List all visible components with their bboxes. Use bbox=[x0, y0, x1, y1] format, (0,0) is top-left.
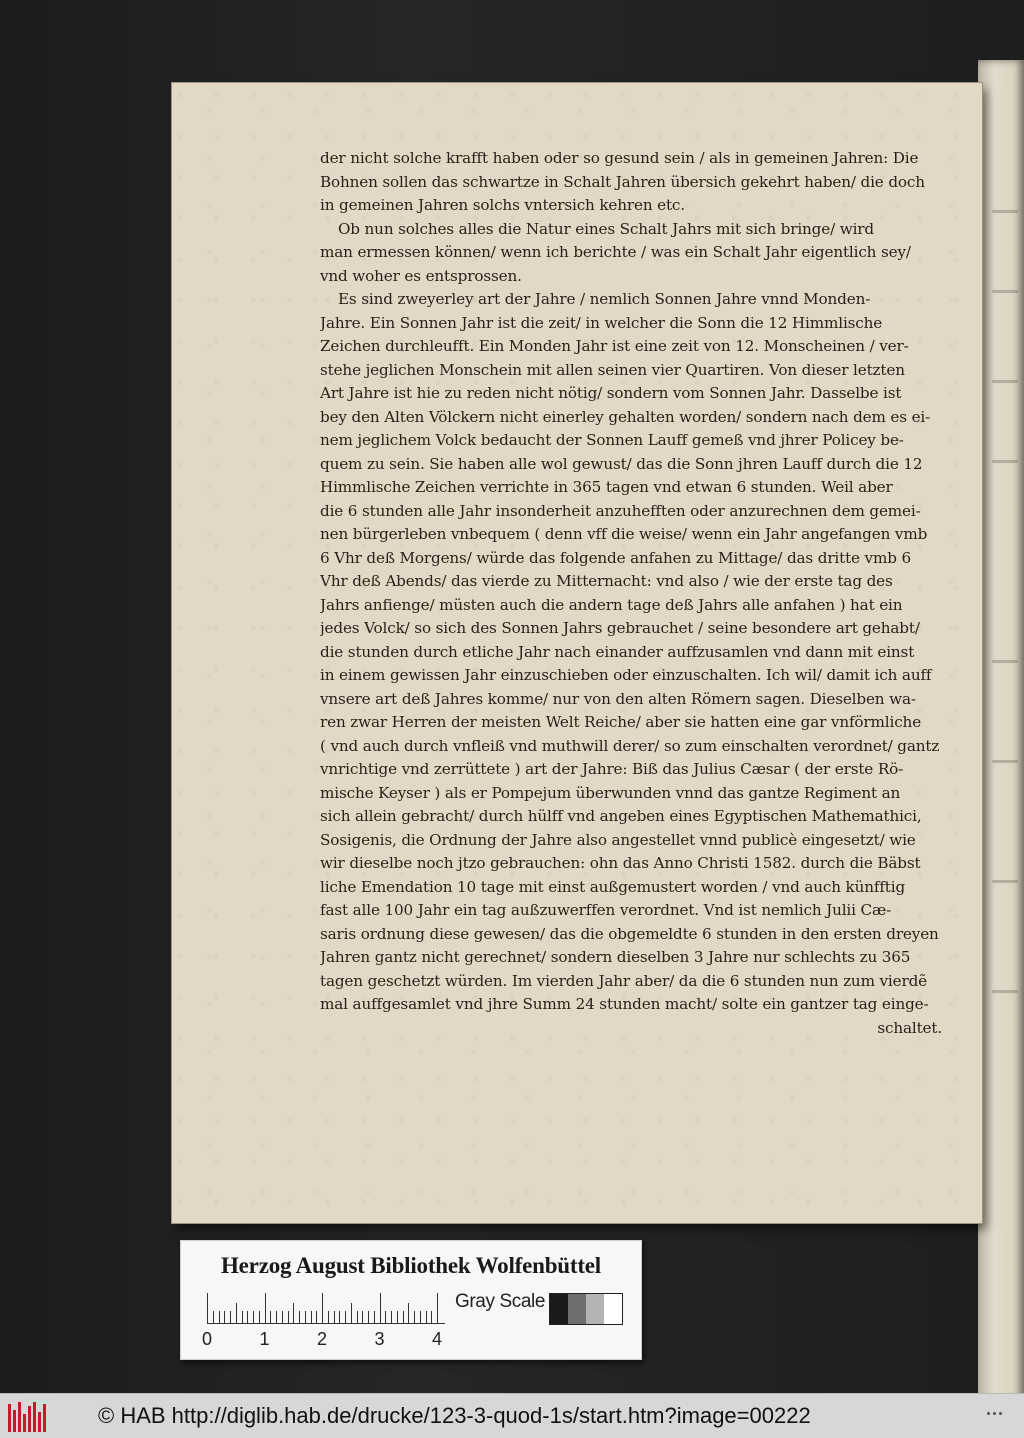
text-line: Ob nun solches alles die Natur eines Schalt Jahrs mit sich bringe/ wird bbox=[338, 219, 874, 238]
text-line: vnsere art deß Jahres komme/ nur von den alten Römern sagen. Dieselben wa- bbox=[320, 689, 916, 708]
text-line: wir dieselbe noch jtzo gebrauchen: ohn das Anno Christi 1582. durch die Bäbst bbox=[320, 854, 921, 872]
text-line: Bohnen sollen das schwartze in Schalt Jahren übersich gekehrt haben/ die doch bbox=[320, 172, 925, 191]
gray-swatch bbox=[586, 1294, 604, 1324]
text-line: man ermessen können/ wenn ich berichte / was ein Schalt Jahr eigentlich sey/ bbox=[320, 243, 911, 261]
text-line: ( vnd auch durch vnfleiß vnd muthwill derer/ so zum einschalten verordnet/ gantz bbox=[320, 736, 940, 755]
text-line: jedes Volck/ so sich des Sonnen Jahrs gebrauchet / seine besondere art gehabt/ bbox=[320, 619, 920, 637]
text-line: fast alle 100 Jahr ein tag außzuwerffen verordnet. Vnd ist nemlich Julii Cæ- bbox=[320, 901, 892, 919]
ruler-scale bbox=[207, 1291, 445, 1325]
text-line: ren zwar Herren der meisten Welt Reiche/ aber sie hatten eine gar vnförmliche bbox=[320, 713, 922, 731]
text-line: Himmlische Zeichen verrichte in 365 tagen vnd etwan 6 stunden. Weil aber bbox=[320, 478, 893, 496]
ruler-label: 2 bbox=[317, 1329, 328, 1349]
text-line: Sosigenis, die Ordnung der Jahre also angestellet vnnd publicè eingesetzt/ wie bbox=[320, 830, 916, 849]
text-line: Zeichen durchleufft. Ein Monden Jahr ist eine zeit von 12. Monscheinen / ver- bbox=[320, 337, 909, 355]
gray-scale-label: Gray Scale bbox=[455, 1291, 545, 1312]
text-line: schaltet. bbox=[877, 1018, 942, 1037]
text-line: in einem gewissen Jahr einzuschieben oder einzuschalten. Ich wil/ damit ich auff bbox=[320, 666, 932, 684]
text-line: mal auffgesamlet vnd jhre Summ 24 stunden macht/ solte ein gantzer tag einge- bbox=[320, 995, 929, 1013]
text-line: der nicht solche krafft haben oder so gesund sein / als in gemeinen Jahren: Die bbox=[320, 149, 919, 167]
text-line: vnrichtige vnd zerrüttete ) art der Jahre: Biß das Julius Cæsar ( der erste Rö- bbox=[320, 760, 904, 778]
text-line: vnd woher es entsprossen. bbox=[320, 266, 522, 285]
text-line: quem zu sein. Sie haben alle wol gewust/ das die Sonn jhren Lauff durch die 12 bbox=[320, 454, 923, 473]
gray-swatch bbox=[604, 1294, 622, 1324]
text-line: Vhr deß Abends/ das vierde zu Mitternacht: vnd also / wie der erste tag des bbox=[320, 572, 893, 590]
more-dots-icon[interactable] bbox=[987, 1412, 1002, 1415]
text-line: Jahren gantz nicht gerechnet/ sondern dieselben 3 Jahre nur schlechts zu 365 bbox=[320, 948, 911, 966]
ruler-label: 3 bbox=[374, 1329, 385, 1349]
text-line: stehe jeglichen Monschein mit allen seinen vier Quartiren. Von dieser letzten bbox=[320, 360, 905, 379]
copyright-url[interactable]: © HAB http://diglib.hab.de/drucke/123-3-quod-1s/start.htm?image=00222 bbox=[98, 1403, 811, 1428]
scanned-page bbox=[172, 83, 982, 1223]
page-body-text bbox=[320, 147, 960, 1040]
text-line: nem jeglichem Volck bedaucht der Sonnen Lauff gemeß vnd jhrer Policey be- bbox=[320, 431, 904, 449]
text-line: sich allein gebracht/ durch hülff vnd angeben eines Egyptischen Mathemathici, bbox=[320, 807, 922, 825]
text-line: tagen geschetzt würden. Im vierden Jahr aber/ da die 6 stunden nun zum vierdẽ bbox=[320, 971, 927, 990]
adjacent-page-edge bbox=[978, 60, 1024, 1400]
text-line: 6 Vhr deß Morgens/ würde das folgende anfahen zu Mittage/ das dritte vmb 6 bbox=[320, 548, 912, 567]
text-line: die 6 stunden alle Jahr insonderheit anzuhefften oder anzurechnen dem gemei- bbox=[320, 501, 921, 520]
viewer-footer bbox=[0, 1393, 1024, 1438]
ruler-label: 4 bbox=[432, 1329, 443, 1349]
text-line: nen bürgerleben vnbequem ( denn vff die weise/ wenn ein Jahr angefangen vmb bbox=[320, 525, 928, 543]
text-line: mische Keyser ) als er Pompejum überwunden vnnd das gantze Regiment an bbox=[320, 783, 901, 802]
hab-logo-icon[interactable] bbox=[8, 1400, 48, 1432]
text-line: liche Emendation 10 tage mit einst außgemustert worden / vnd auch künfftig bbox=[320, 877, 906, 896]
calibration-card bbox=[180, 1240, 642, 1360]
gray-swatch bbox=[568, 1294, 586, 1324]
ruler-label: 1 bbox=[259, 1329, 270, 1349]
text-line: in gemeinen Jahren solchs vntersich kehren etc. bbox=[320, 196, 685, 214]
text-line: Art Jahre ist hie zu reden nicht nötig/ sondern vom Sonnen Jahr. Dasselbe ist bbox=[320, 384, 902, 402]
library-title: Herzog August Bibliothek Wolfenbüttel bbox=[220, 1253, 602, 1278]
ruler-label: 0 bbox=[202, 1329, 213, 1349]
gray-swatch bbox=[550, 1294, 568, 1324]
text-line: die stunden durch etliche Jahr nach einander auffzusamlen vnd dann mit einst bbox=[320, 642, 915, 661]
text-line: Jahrs anfienge/ müsten auch die andern tage deß Jahrs alle anfahen ) hat ein bbox=[320, 595, 903, 614]
text-line: saris ordnung diese gewesen/ das die obgemeldte 6 stunden in den ersten dreyen bbox=[320, 924, 939, 943]
text-line: Jahre. Ein Sonnen Jahr ist die zeit/ in welcher die Sonn die 12 Himmlische bbox=[320, 313, 883, 332]
text-line: Es sind zweyerley art der Jahre / nemlich Sonnen Jahre vnnd Monden- bbox=[338, 290, 871, 308]
text-line: bey den Alten Völckern nicht einerley gehalten worden/ sondern nach dem es ei- bbox=[320, 407, 931, 426]
gray-scale-swatches bbox=[549, 1293, 623, 1325]
